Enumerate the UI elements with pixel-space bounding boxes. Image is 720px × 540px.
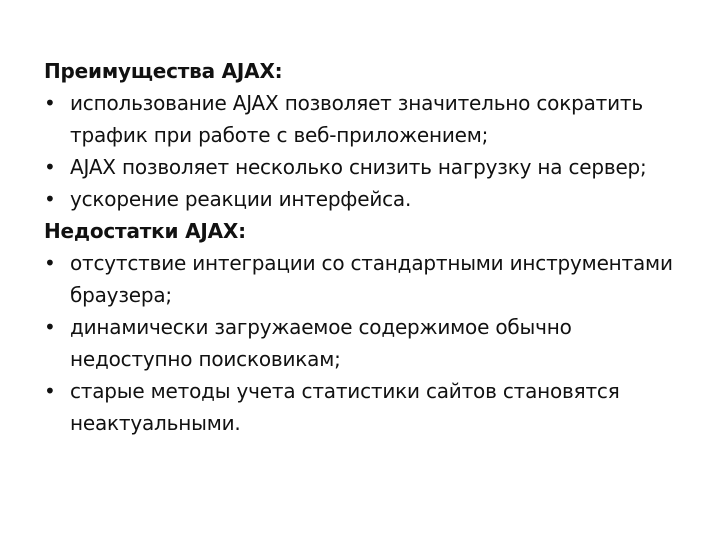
list-item bbox=[44, 151, 694, 183]
bullet-icon: • bbox=[44, 379, 56, 403]
slide-content bbox=[44, 55, 694, 439]
list-item-text: ускорение реакции интерфейса. bbox=[70, 187, 412, 211]
list-item bbox=[44, 247, 694, 311]
list-item bbox=[44, 311, 694, 375]
list-item-text: AJAX позволяет несколько снизить нагрузку на сервер; bbox=[70, 155, 647, 179]
bullet-icon: • bbox=[44, 187, 56, 211]
list-item bbox=[44, 87, 694, 151]
bullet-icon: • bbox=[44, 155, 56, 179]
advantages-heading: Преимущества AJAX: bbox=[44, 59, 283, 83]
list-item-text: старые методы учета статистики сайтов становятся неактуальными. bbox=[70, 379, 620, 435]
advantages-list bbox=[44, 87, 694, 215]
disadvantages-list bbox=[44, 247, 694, 439]
bullet-icon: • bbox=[44, 315, 56, 339]
list-item-text: использование AJAX позволяет значительно сократить трафик при работе с веб-приложением; bbox=[70, 91, 643, 147]
list-item-text: отсутствие интеграции со стандартными инструментами браузера; bbox=[70, 251, 673, 307]
list-item bbox=[44, 183, 694, 215]
list-item bbox=[44, 375, 694, 439]
bullet-icon: • bbox=[44, 91, 56, 115]
bullet-icon: • bbox=[44, 251, 56, 275]
disadvantages-heading: Недостатки AJAX: bbox=[44, 219, 246, 243]
list-item-text: динамически загружаемое содержимое обычно недоступно поисковикам; bbox=[70, 315, 572, 371]
